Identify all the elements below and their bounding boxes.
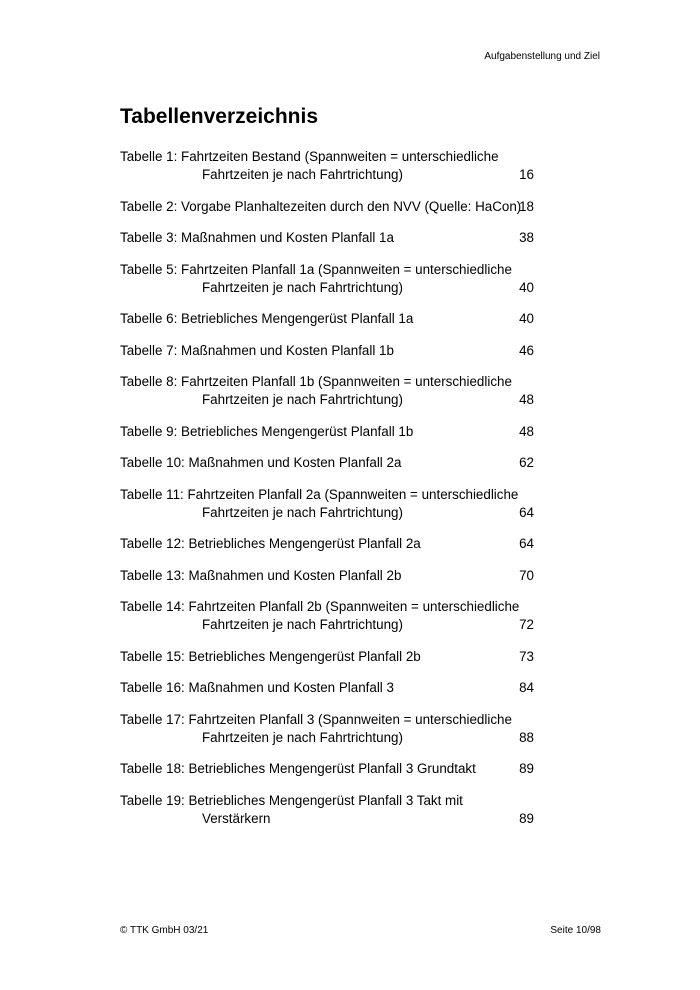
- toc-entry-title-line1: Tabelle 12: Betriebliches Mengengerüst Planfall 2a: [120, 536, 421, 551]
- toc-entry[interactable]: [120, 679, 534, 697]
- toc-entry-page-number: 18: [519, 198, 534, 214]
- toc-entry-title-line1: Tabelle 15: Betriebliches Mengengerüst Planfall 2b: [120, 648, 421, 664]
- toc-entry[interactable]: [120, 711, 534, 747]
- toc-entry-title-line2: Fahrtzeiten je nach Fahrtrichtung): [202, 279, 403, 295]
- toc-entry-title-line1: Tabelle 16: Maßnahmen und Kosten Planfall 3: [120, 680, 394, 695]
- toc-entry[interactable]: [120, 567, 534, 585]
- toc-entry-page-number: 70: [519, 567, 534, 583]
- toc-entry[interactable]: [120, 198, 534, 216]
- toc-entry-title-line1: Tabelle 1: Fahrtzeiten Bestand (Spannweiten = unterschiedliche: [120, 149, 499, 164]
- toc-entry-title: [120, 148, 534, 184]
- toc-entry-page-number: 48: [519, 423, 534, 439]
- toc-entry-title: [120, 229, 534, 247]
- toc-entry-page-number: 72: [519, 617, 534, 632]
- toc-entry-page-number: 16: [519, 167, 534, 182]
- toc-entry-title-line1: Tabelle 7: Maßnahmen und Kosten Planfall 1b: [120, 342, 394, 358]
- footer-page-number: Seite 10/98: [550, 925, 601, 936]
- toc-entry-title: [120, 679, 534, 697]
- toc-entry-title-line1: Tabelle 17: Fahrtzeiten Planfall 3 (Spannweiten = unterschiedliche: [120, 711, 512, 727]
- toc-entry[interactable]: [120, 261, 534, 297]
- toc-entry-title-line1: Tabelle 8: Fahrtzeiten Planfall 1b (Spannweiten = unterschiedliche: [120, 374, 512, 389]
- toc-entry-title-line1: Tabelle 19: Betriebliches Mengengerüst Planfall 3 Takt mit: [120, 792, 463, 808]
- toc-entry-title-line2: Fahrtzeiten je nach Fahrtrichtung): [202, 617, 403, 632]
- toc-entry[interactable]: [120, 598, 534, 634]
- toc-entry[interactable]: [120, 648, 534, 666]
- toc-entry-page-number: 64: [519, 504, 534, 520]
- toc-entry-title-line1: Tabelle 11: Fahrtzeiten Planfall 2a (Spannweiten = unterschiedliche: [120, 486, 519, 502]
- toc-entry-page-number: 48: [519, 392, 534, 407]
- toc-entry[interactable]: [120, 148, 534, 184]
- running-header: Aufgabenstellung und Ziel: [484, 51, 600, 62]
- toc-entry-title: [120, 261, 534, 297]
- toc-entry[interactable]: [120, 760, 534, 778]
- toc-entry-title: [120, 711, 534, 747]
- toc-entry-title-line1: Tabelle 6: Betriebliches Mengengerüst Planfall 1a: [120, 311, 414, 326]
- toc-entry-page-number: 89: [519, 761, 534, 776]
- toc-entry-title: [120, 486, 534, 522]
- toc-entry-title: [120, 760, 534, 778]
- toc-entry-title: [120, 423, 534, 441]
- toc-entry[interactable]: [120, 792, 534, 828]
- toc-entry-title: [120, 648, 534, 666]
- toc-entry[interactable]: [120, 229, 534, 247]
- toc-entry-title-line2: Fahrtzeiten je nach Fahrtrichtung): [202, 167, 403, 182]
- toc-entry-title: [120, 342, 534, 360]
- toc-entry-title-line1: Tabelle 5: Fahrtzeiten Planfall 1a (Spannweiten = unterschiedliche: [120, 261, 512, 277]
- toc-entry[interactable]: [120, 535, 534, 553]
- toc-entry-title: [120, 598, 534, 634]
- toc-entry-title: [120, 198, 534, 216]
- toc-entry[interactable]: [120, 454, 534, 472]
- toc-entry-page-number: 89: [519, 810, 534, 826]
- toc-entry-title-line1: Tabelle 10: Maßnahmen und Kosten Planfall 2a: [120, 455, 402, 470]
- toc-entry-title-line2: Verstärkern: [202, 810, 271, 826]
- toc-entry-title-line1: Tabelle 2: Vorgabe Planhaltezeiten durch den NVV (Quelle: HaCon): [120, 198, 522, 214]
- toc-entry[interactable]: [120, 310, 534, 328]
- toc-entry-title-line1: Tabelle 14: Fahrtzeiten Planfall 2b (Spannweiten = unterschiedliche: [120, 599, 520, 614]
- toc-entry-page-number: 40: [519, 279, 534, 295]
- toc-entry-page-number: 40: [519, 311, 534, 326]
- toc-entry-page-number: 46: [519, 342, 534, 358]
- toc-entry-title: [120, 310, 534, 328]
- toc-entry-title: [120, 454, 534, 472]
- toc-entry-title: [120, 373, 534, 409]
- toc-entry-title-line2: Fahrtzeiten je nach Fahrtrichtung): [202, 392, 403, 407]
- toc-entry-title: [120, 567, 534, 585]
- toc-entry-page-number: 84: [519, 680, 534, 695]
- toc-entry-title-line2: Fahrtzeiten je nach Fahrtrichtung): [202, 504, 403, 520]
- toc-entry-page-number: 73: [519, 648, 534, 664]
- toc-entry-page-number: 64: [519, 536, 534, 551]
- page-title: Tabellenverzeichnis: [120, 105, 319, 128]
- table-of-tables: [120, 148, 534, 841]
- toc-entry-title-line1: Tabelle 18: Betriebliches Mengengerüst Planfall 3 Grundtakt: [120, 761, 476, 776]
- toc-entry[interactable]: [120, 373, 534, 409]
- footer-copyright: © TTK GmbH 03/21: [120, 925, 209, 936]
- toc-entry-title: [120, 792, 534, 828]
- toc-entry[interactable]: [120, 342, 534, 360]
- toc-entry-title: [120, 535, 534, 553]
- toc-entry-title-line1: Tabelle 3: Maßnahmen und Kosten Planfall 1a: [120, 230, 394, 245]
- toc-entry[interactable]: [120, 486, 534, 522]
- toc-entry-page-number: 62: [519, 455, 534, 470]
- toc-entry[interactable]: [120, 423, 534, 441]
- toc-entry-title-line2: Fahrtzeiten je nach Fahrtrichtung): [202, 729, 403, 745]
- toc-entry-page-number: 38: [519, 230, 534, 245]
- toc-entry-title-line1: Tabelle 9: Betriebliches Mengengerüst Planfall 1b: [120, 423, 414, 439]
- toc-entry-title-line1: Tabelle 13: Maßnahmen und Kosten Planfall 2b: [120, 567, 402, 583]
- toc-entry-page-number: 88: [519, 729, 534, 745]
